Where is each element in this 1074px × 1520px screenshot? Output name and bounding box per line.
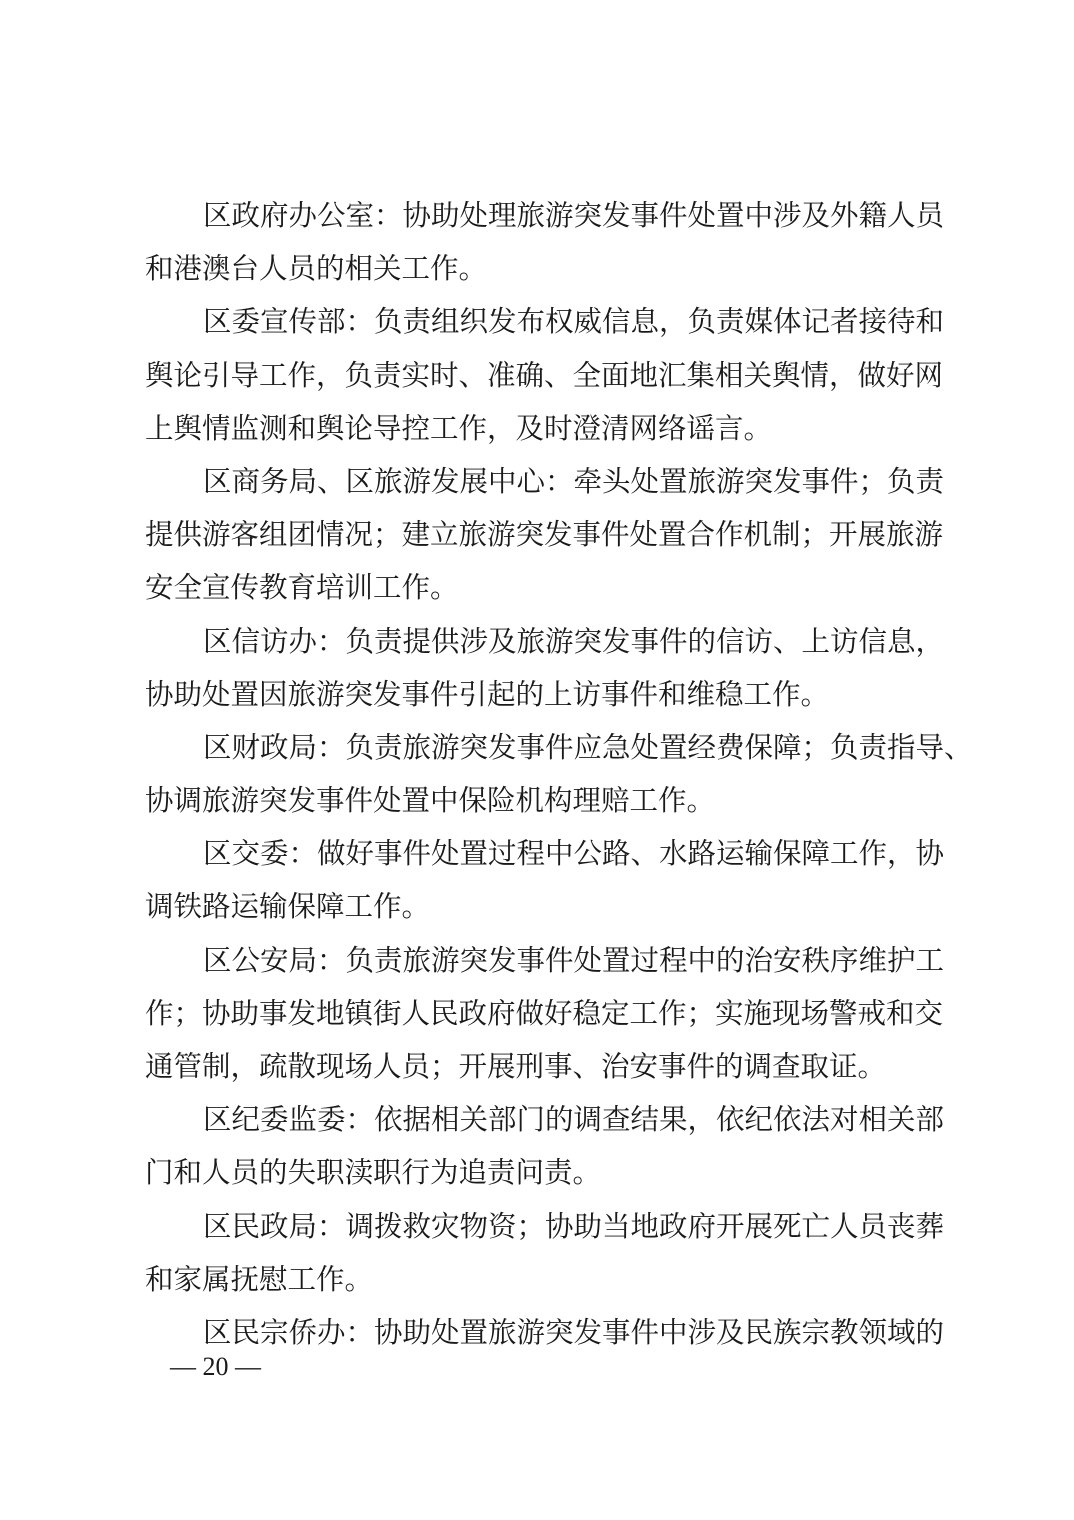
paragraph: [145, 295, 945, 455]
paragraph: [145, 615, 945, 721]
paragraph: [145, 189, 945, 295]
paragraph-line: 区财政局：负责旅游突发事件应急处置经费保障；负责指导、: [203, 730, 973, 764]
paragraph-line: 门和人员的失职渎职行为追责问责。: [145, 1156, 602, 1190]
paragraph-line: 安全宣传教育培训工作。: [145, 571, 459, 605]
paragraph-line: 区交委：做好事件处置过程中公路、水路运输保障工作，协: [203, 837, 945, 871]
paragraph: [145, 1093, 945, 1199]
paragraph: [145, 1306, 945, 1359]
paragraph-line: 协助处置因旅游突发事件引起的上访事件和维稳工作。: [145, 677, 830, 711]
paragraph: [145, 721, 973, 827]
paragraph-line: 舆论引导工作，负责实时、准确、全面地汇集相关舆情，做好网: [145, 358, 944, 392]
paragraph: [145, 934, 945, 1094]
paragraph-line: 区公安局：负责旅游突发事件处置过程中的治安秩序维护工: [203, 943, 945, 977]
document-body: [145, 189, 973, 1359]
paragraph: [145, 827, 945, 933]
paragraph-line: 区纪委监委：依据相关部门的调查结果，依纪依法对相关部: [203, 1103, 945, 1137]
paragraph-line: 调铁路运输保障工作。: [145, 890, 431, 924]
paragraph-line: 和家属抚慰工作。: [145, 1262, 374, 1296]
paragraph-line: 区商务局、区旅游发展中心：牵头处置旅游突发事件；负责: [203, 464, 945, 498]
paragraph-line: 协调旅游突发事件处置中保险机构理赔工作。: [145, 784, 716, 818]
paragraph-line: 提供游客组团情况；建立旅游突发事件处置合作机制；开展旅游: [145, 518, 944, 552]
paragraph: [145, 1200, 945, 1306]
paragraph-line: 作；协助事发地镇街人民政府做好稳定工作；实施现场警戒和交: [145, 996, 944, 1030]
paragraph-line: 和港澳台人员的相关工作。: [145, 252, 488, 286]
paragraph-line: 区委宣传部：负责组织发布权威信息，负责媒体记者接待和: [203, 305, 945, 339]
paragraph: [145, 455, 945, 615]
paragraph-line: 上舆情监测和舆论导控工作，及时澄清网络谣言。: [145, 411, 773, 445]
paragraph-line: 区信访办：负责提供涉及旅游突发事件的信访、上访信息，: [203, 624, 945, 658]
page-number: — 20 —: [170, 1352, 261, 1381]
paragraph-line: 区民政局：调拨救灾物资；协助当地政府开展死亡人员丧葬: [203, 1209, 945, 1243]
paragraph-line: 通管制，疏散现场人员；开展刑事、治安事件的调查取证。: [145, 1050, 887, 1083]
paragraph-line: 区民宗侨办：协助处置旅游突发事件中涉及民族宗教领域的: [203, 1315, 945, 1349]
paragraph-line: 区政府办公室：协助处理旅游突发事件处置中涉及外籍人员: [203, 199, 945, 232]
